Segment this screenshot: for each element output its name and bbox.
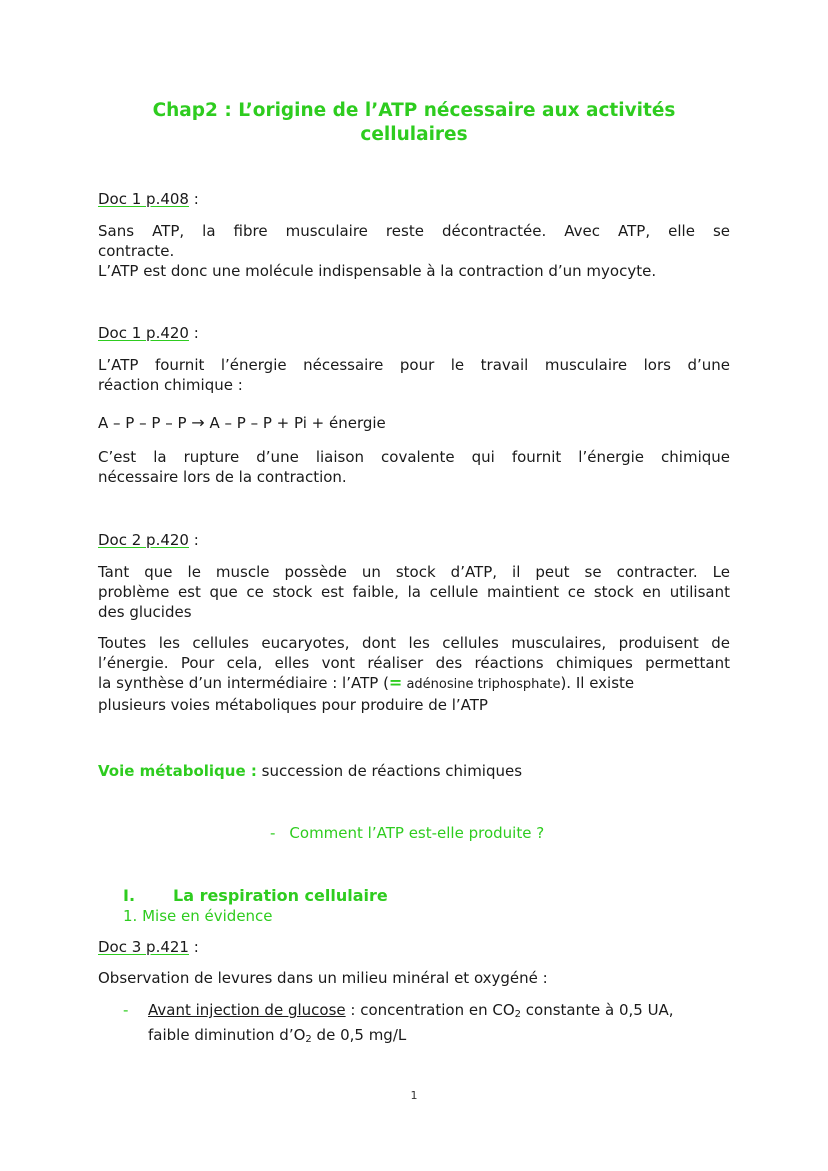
doc2-420-p2-line4: plusieurs voies métaboliques pour produire de l’ATP	[98, 696, 488, 714]
doc1-408-paragraph	[98, 221, 730, 281]
definition	[98, 761, 730, 781]
doc1-408-heading	[98, 189, 730, 209]
doc3-421-label: Doc 3 p.421	[98, 938, 189, 956]
doc1-420-heading	[98, 323, 730, 343]
doc3-421-intro: Observation de levures dans un milieu minéral et oxygéné :	[98, 969, 548, 987]
doc2-420-paragraph-1	[98, 562, 730, 622]
doc2-420-p1-line2: problème est que ce stock est faible, la cellule maintient ce stock en utilisant	[98, 583, 730, 601]
equation-right: A – P – P + Pi + énergie	[209, 414, 386, 432]
doc2-420-paragraph-2	[98, 633, 730, 715]
doc1-420-colon: :	[188, 324, 199, 342]
question-dash: -	[270, 824, 276, 842]
bullet-line-2-end: de 0,5 mg/L	[311, 1026, 407, 1044]
section-title: La respiration cellulaire	[173, 886, 388, 905]
list-item	[123, 1000, 730, 1050]
doc2-420-label: Doc 2 p.420	[98, 531, 189, 549]
doc1-420-label: Doc 1 p.420	[98, 324, 189, 342]
doc2-420-p2-line3	[98, 673, 730, 695]
doc1-420-paragraph-1	[98, 355, 730, 395]
doc2-420-heading	[98, 530, 730, 550]
page-title	[98, 99, 730, 147]
equals-sign: =	[388, 673, 403, 692]
bullet-line-2	[148, 1025, 730, 1050]
doc2-420-colon: :	[188, 531, 199, 549]
definition-text: succession de réactions chimiques	[256, 762, 523, 780]
page-number: 1	[410, 1089, 418, 1102]
doc1-408-colon: :	[188, 190, 199, 208]
guiding-question	[270, 823, 544, 843]
bullet-line-1	[148, 1000, 730, 1025]
doc3-421-heading	[98, 937, 730, 957]
doc1-420-paragraph-2	[98, 447, 730, 487]
doc2-420-p2-line1: Toutes les cellules eucaryotes, dont les cellules musculaires, produisent de	[98, 634, 730, 652]
section-number: I.	[123, 886, 136, 905]
title-line-1: Chap2 : L’origine de l’ATP nécessaire aux activités	[152, 100, 676, 121]
subsection-title: Mise en évidence	[142, 907, 273, 925]
doc1-420-p2-line1: C’est la rupture d’une liaison covalente qui fournit l’énergie chimique	[98, 448, 730, 466]
co2-subscript: 2	[514, 1009, 522, 1020]
bullet-text-1: : concentration en CO	[345, 1001, 515, 1019]
doc1-408-p1-line2: contracte.	[98, 242, 175, 260]
doc1-408-label: Doc 1 p.408	[98, 190, 189, 208]
reaction-arrow-icon: →	[191, 413, 205, 432]
doc2-420-p2-line2: l’énergie. Pour cela, elles vont réaliser des réactions chimiques permettant	[98, 654, 730, 672]
section-heading	[123, 886, 388, 906]
doc2-420-p2-line3-start: la synthèse d’un intermédiaire : l’ATP (	[98, 674, 389, 692]
bullet-condition: Avant injection de glucose	[148, 1001, 346, 1019]
equation-left: A – P – P – P	[98, 414, 187, 432]
doc2-420-p1-line3: des glucides	[98, 603, 192, 621]
subsection-heading	[123, 906, 273, 926]
o2-subscript: 2	[305, 1034, 312, 1045]
doc1-420-p1-line1: L’ATP fournit l’énergie nécessaire pour le travail musculaire lors d’une	[98, 356, 730, 374]
doc1-408-p2: L’ATP est donc une molécule indispensable à la contraction d’un myocyte.	[98, 262, 657, 280]
reaction-equation	[98, 413, 730, 433]
doc2-420-p1-line1: Tant que le muscle possède un stock d’ATP, il peut se contracter. Le	[98, 563, 730, 581]
atp-expansion: adénosine triphosphate	[402, 677, 561, 692]
doc1-408-p1-line1: Sans ATP, la fibre musculaire reste décontractée. Avec ATP, elle se	[98, 222, 730, 240]
question-text: Comment l’ATP est-elle produite ?	[289, 824, 545, 842]
bullet-line-2-start: faible diminution d’O	[148, 1026, 306, 1044]
subsection-number: 1.	[123, 907, 138, 925]
doc1-420-p2-line2: nécessaire lors de la contraction.	[98, 468, 347, 486]
doc3-421-colon: :	[188, 938, 199, 956]
bullet-text-2: constante à 0,5 UA,	[521, 1001, 674, 1019]
doc1-420-p1-line2: réaction chimique :	[98, 376, 243, 394]
bullet-dash: -	[123, 1001, 129, 1019]
title-line-2: cellulaires	[360, 124, 468, 145]
definition-term: Voie métabolique :	[98, 762, 257, 780]
doc2-420-p2-line3-end: ). Il existe	[560, 674, 635, 692]
